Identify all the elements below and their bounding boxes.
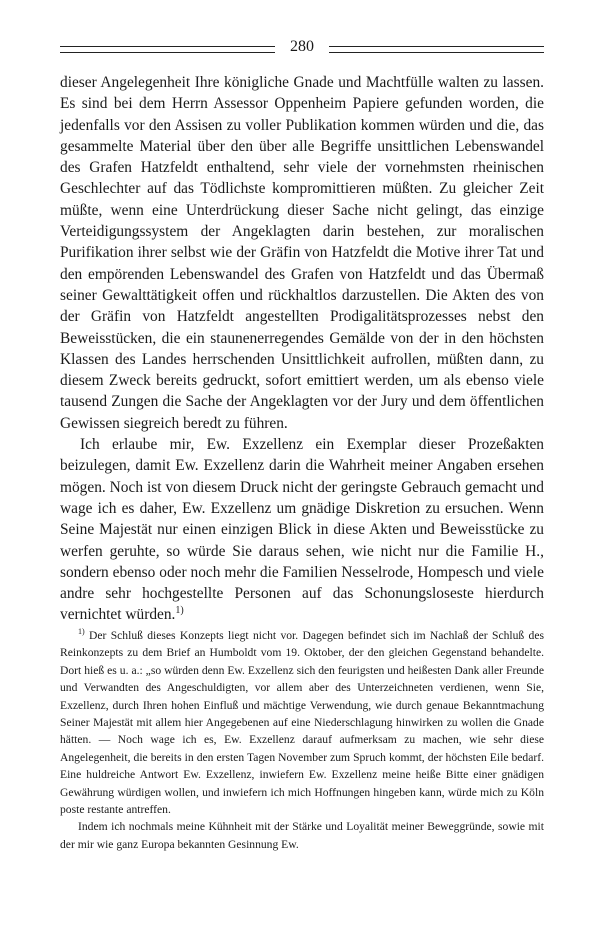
footnote-1: [60, 627, 544, 818]
page-number: 280: [290, 38, 314, 55]
body-paragraph-1: dieser Angelegenheit Ihre königliche Gnade und Machtfülle walten zu lassen. Es sind bei dem Herrn Assessor Oppenheim Papiere gefunden worden, die jedenfalls vor den Assisen zu voller Publikation kommen würden und die, das gesammelte Material über den über alle Begriffe unsittlichen Lebenswandel des Grafen Hatzfeldt enthaltend, sehr viele der vornehmsten rheinischen Geschlechter auf das Tödlichste kompromittieren müßten. Zu gleicher Zeit müßte, wenn eine Unterdrückung dieser Sache nicht gelingt, das einzige Verteidigungssystem der Angeklagten darin bestehen, zur moralischen Purifikation ihrer selbst wie der Gräfin von Hatzfeldt die Motive ihrer Tat und den empörenden Lebenswandel des Grafen von Hatzfeldt und das Übermaß seiner Gewalttätigkeit offen und rückhaltlos darzustellen. Die Akten des von der Gräfin von Hatzfeldt angestellten Prodigalitätsprozesses nebst den Beweisstücken, die ein staunenerregendes Gemälde von der in den höchsten Klassen des Landes herrschenden Unsittlichkeit aufrollen, müßten dann, zu diesem Zweck bereits gedruckt, sofort emittiert werden, um als ebenso viele tausend Zungen die Sache der Angeklagten vor der Jury und dem öffentlichen Gewissen siegreich beredt zu führen.: [60, 74, 544, 432]
footnote-1-text: Der Schluß dieses Konzepts liegt nicht vor. Dagegen befindet sich im Nachlaß der Schluß des Reinkonzepts zu dem Brief an Humboldt vom 19. Oktober, der den gleichen Gegenstand behandelte. Dort hieß es u. a.: „so würden denn Ew. Exzellenz sich den feurigsten und heißesten Dank aller Freunde und Verwandten des Angeschuldigten, vor allem aber des Unterzeichneten verdienen, wenn Sie, Exzellenz, durch Ihren hohen Einfluß und mächtige Verwendung, wie durch genaue Bekanntmachung Seiner Majestät mit allem hier Angegebenen auf eine Niederschlagung hinwirken zu wollen die Gnade hätten. — Noch wage ich es, Ew. Exzellenz darauf aufmerksam zu machen, wie sehr diese Angelegenheit, die bereits in den ersten Tagen November zum Spruch kommt, der höchsten Eile bedarf. Eine huldreiche Antwort Ew. Exzellenz, inwiefern Ew. Exzellenz meine heiße Bitte einer gnädigen Gewährung würdigen wollen, und inwiefern ich mich Hoffnungen hingeben kann, würde mich zu Köln poste restante antreffen.: [60, 629, 544, 817]
footnote-continuation: Indem ich nochmals meine Kühnheit mit der Stärke und Loyalität meiner Beweggründe, sowie mit der mir wie ganz Europa bekannten Gesinnung Ew.: [60, 820, 544, 851]
body-paragraph-2: [60, 434, 544, 626]
footnote-marker: 1): [78, 627, 85, 637]
footnotes: [60, 627, 544, 853]
body-paragraph-2-text: Ich erlaube mir, Ew. Exzellenz ein Exemplar dieser Prozeßakten beizulegen, damit Ew. Exzellenz darin die Wahrheit meiner Angaben ersehen mögen. Noch ist von diesem Druck nicht der geringste Gebrauch gemacht und wage ich es daher, Ew. Exzellenz um gnädige Diskretion zu ersuchen. Wenn Seine Majestät nur einen einzigen Blick in diese Akten und Beweisstücke zu werfen geruhte, so würde Sie daraus sehen, wie nicht nur die Familie H., sondern ebenso oder noch mehr die Familien Nesselrode, Hompesch und viele andre sehr hochgestellte Personen auf das Schonungsloseste hierdurch vernichtet würden.: [60, 436, 544, 624]
footnote-reference: 1): [175, 605, 184, 617]
header-rule-right: [329, 46, 544, 53]
main-text: [60, 72, 544, 626]
page-header: [60, 40, 544, 60]
